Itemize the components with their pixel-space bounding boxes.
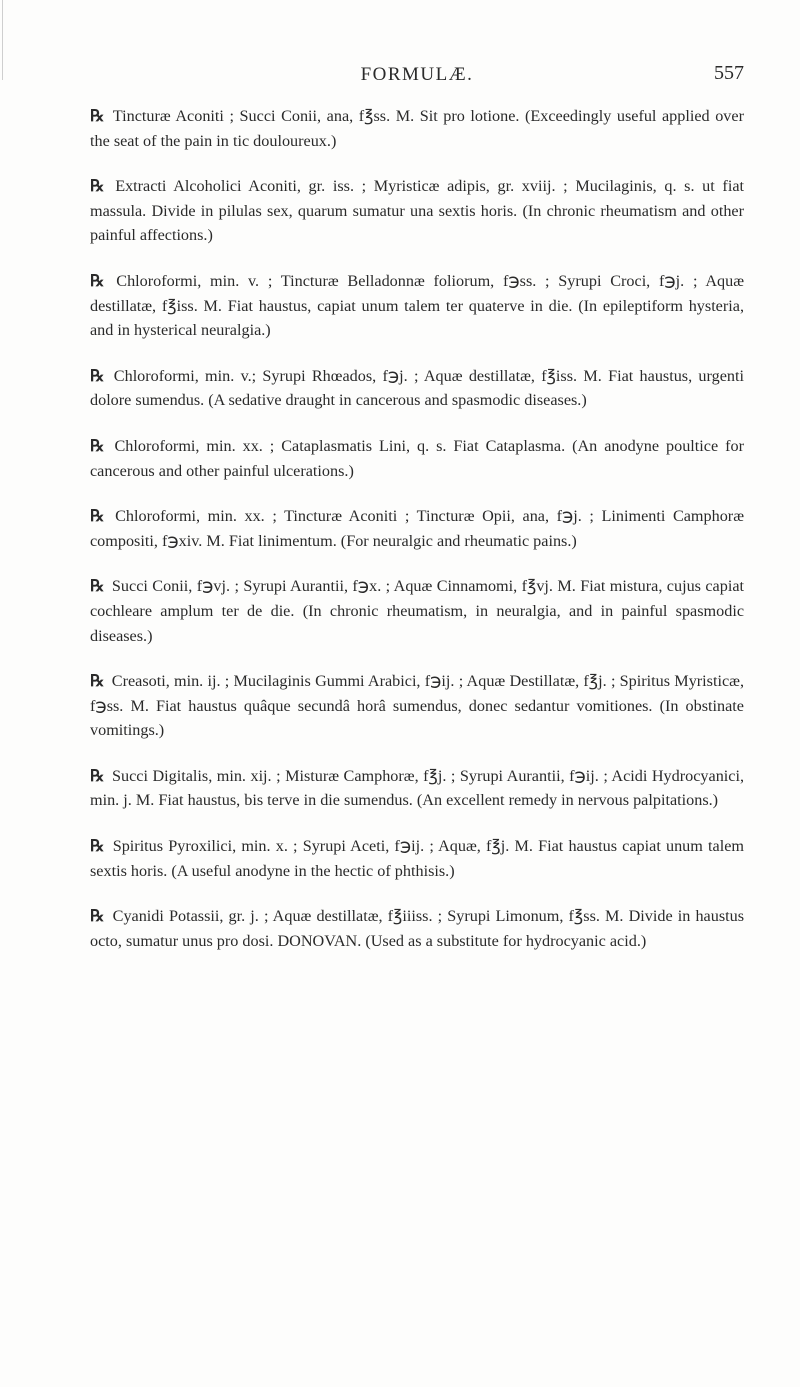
- recipe-text: Cyanidi Potassii, gr. j. ; Aquæ destillatæ, f℥iiiss. ; Syrupi Limonum, f℥ss. M. Divide in haustus octo, sumatur unus pro dosi. DONOVAN. (Used as a substitute for hydrocyanic acid.): [90, 907, 745, 950]
- recipe-text: Chloroformi, min. xx. ; Tincturæ Aconiti ; Tincturæ Opii, ana, f℈j. ; Linimenti Camphoræ compositi, f℈xiv. M. Fiat linimentum. (For neuralgic and rheumatic pains.): [90, 507, 744, 550]
- running-title: FORMULÆ.: [360, 64, 474, 85]
- recipe-symbol: ℞: [90, 907, 105, 926]
- recipe-paragraph: [90, 174, 744, 248]
- page-edge-line: [2, 0, 3, 80]
- recipe-symbol: ℞: [90, 366, 105, 385]
- recipe-text: Succi Conii, f℈vj. ; Syrupi Aurantii, f℈x. ; Aquæ Cinnamomi, f℥vj. M. Fiat mistura, cujus capiat cochleare amplum ter de die. (In chronic rheumatism, in neuralgia, and in painful spasmodic diseases.): [90, 577, 745, 645]
- recipe-symbol: ℞: [90, 766, 105, 785]
- recipe-paragraph: [90, 434, 744, 483]
- recipe-text: Creasoti, min. ij. ; Mucilaginis Gummi Arabici, f℈ij. ; Aquæ Destillatæ, f℥j. ; Spiritus Myristicæ, f℈ss. M. Fiat haustus quâque secundâ horâ sumendus, donec sedantur vomitiones. (In obstinate vomitings.): [90, 672, 744, 740]
- recipe-paragraph: [90, 834, 744, 883]
- recipe-symbol: ℞: [90, 271, 105, 290]
- recipe-paragraph: [90, 104, 744, 153]
- recipe-text: Chloroformi, min. xx. ; Cataplasmatis Lini, q. s. Fiat Cataplasma. (An anodyne poultice for cancerous and other painful ulcerations.): [90, 436, 744, 480]
- recipe-paragraph: [90, 764, 744, 813]
- recipe-text: Succi Digitalis, min. xij. ; Misturæ Camphoræ, f℥j. ; Syrupi Aurantii, f℈ij. ; Acidi Hydrocyanici, min. j. M. Fiat haustus, bis terve in die sumendus. (An excellent remedy in nervous palpitations.): [90, 766, 745, 810]
- recipe-paragraph: [90, 669, 744, 743]
- recipe-symbol: ℞: [90, 507, 105, 526]
- recipe-symbol: ℞: [90, 577, 105, 596]
- recipe-symbol: ℞: [90, 672, 105, 691]
- recipe-text: Extracti Alcoholici Aconiti, gr. iss. ; Myristicæ adipis, gr. xviij. ; Mucilaginis, q. s. ut fiat massula. Divide in pilulas sex, quarum sumatur una sextis horis. (In chronic rheumatism and other painful affections.): [90, 177, 745, 245]
- recipe-symbol: ℞: [90, 177, 105, 196]
- recipe-text: Chloroformi, min. v.; Syrupi Rhœados, f℈j. ; Aquæ destillatæ, f℥iss. M. Fiat haustus, urgenti dolore sumendus. (A sedative draught in cancerous and spasmodic diseases.): [90, 366, 744, 410]
- recipe-text: Tincturæ Aconiti ; Succi Conii, ana, f℥ss. M. Sit pro lotione. (Exceedingly useful applied over the seat of the pain in tic douloureux.): [90, 107, 744, 150]
- recipe-paragraph: [90, 364, 744, 413]
- formulae-list: [90, 104, 744, 974]
- recipe-symbol: ℞: [90, 107, 105, 125]
- page-header: [90, 62, 744, 92]
- recipe-symbol: ℞: [90, 436, 105, 455]
- page-number: 557: [714, 62, 744, 84]
- recipe-text: Spiritus Pyroxilici, min. x. ; Syrupi Aceti, f℈ij. ; Aquæ, f℥j. M. Fiat haustus capiat unum talem sextis horis. (A useful anodyne in the hectic of phthisis.): [90, 837, 744, 880]
- recipe-paragraph: [90, 269, 744, 343]
- recipe-text: Chloroformi, min. v. ; Tincturæ Belladonnæ foliorum, f℈ss. ; Syrupi Croci, f℈j. ; Aquæ destillatæ, f℥iss. M. Fiat haustus, capiat unum talem ter quaterve in die. (In epileptiform hysteria, and in hysterical neuralgia.): [90, 271, 745, 340]
- recipe-paragraph: [90, 504, 744, 553]
- recipe-paragraph: [90, 574, 744, 648]
- recipe-paragraph: [90, 904, 744, 953]
- recipe-symbol: ℞: [90, 837, 105, 856]
